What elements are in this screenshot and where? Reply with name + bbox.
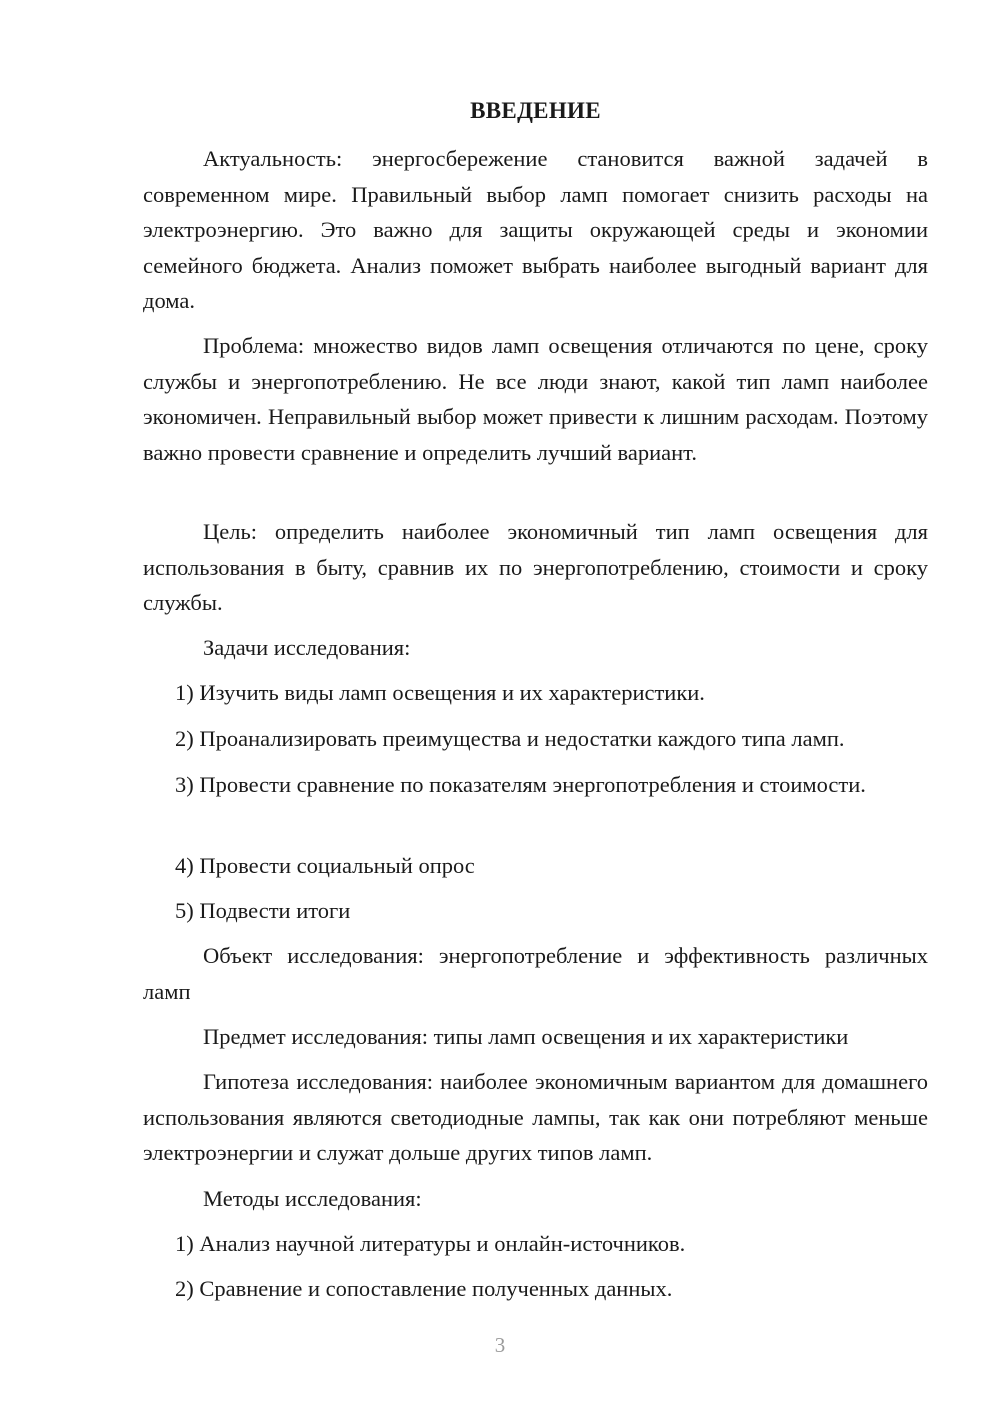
task-item-1: 1) Изучить виды ламп освещения и их характеристики. [175, 680, 705, 705]
paragraph-subject: Предмет исследования: типы ламп освещения и их характеристики [203, 1024, 849, 1049]
paragraph-object: Объект исследования: энергопотребление и эффективность различных ламп [143, 943, 928, 1004]
task-item-5: 5) Подвести итоги [175, 898, 351, 923]
task-item-3: 3) Провести сравнение по показателям энергопотребления и стоимости. [175, 772, 866, 797]
task-item-2: 2) Проанализировать преимущества и недостатки каждого типа ламп. [175, 726, 845, 751]
method-item-1: 1) Анализ научной литературы и онлайн-источников. [175, 1231, 686, 1256]
paragraph-problem: Проблема: множество видов ламп освещения отличаются по цене, сроку службы и энергопотреблению. Не все люди знают, какой тип ламп наиболее экономичен. Неправильный выбор может привести к лишним расходам. Поэтому важно провести сравнение и определить лучший вариант. [143, 333, 928, 465]
method-item-2: 2) Сравнение и сопоставление полученных данных. [175, 1276, 673, 1301]
paragraph-relevance: Актуальность: энергосбережение становится важной задачей в современном мире. Правильный выбор ламп помогает снизить расходы на электроэнергию. Это важно для защиты окружающей среды и экономии семейного бюджета. Анализ поможет выбрать наиболее выгодный вариант для дома. [143, 146, 928, 314]
methods-title: Методы исследования: [203, 1186, 422, 1211]
page-number: 3 [494, 1333, 506, 1357]
paragraph-hypothesis: Гипотеза исследования: наиболее экономичным вариантом для домашнего использования являются светодиодные лампы, так как они потребляют меньше электроэнергии и служат дольше других типов ламп. [143, 1069, 928, 1166]
task-item-4: 4) Провести социальный опрос [175, 853, 475, 878]
section-heading: ВВЕДЕНИЕ [470, 98, 601, 123]
tasks-title: Задачи исследования: [203, 635, 411, 660]
paragraph-goal: Цель: определить наиболее экономичный тип ламп освещения для использования в быту, сравнив их по энергопотреблению, стоимости и сроку службы. [143, 519, 928, 616]
